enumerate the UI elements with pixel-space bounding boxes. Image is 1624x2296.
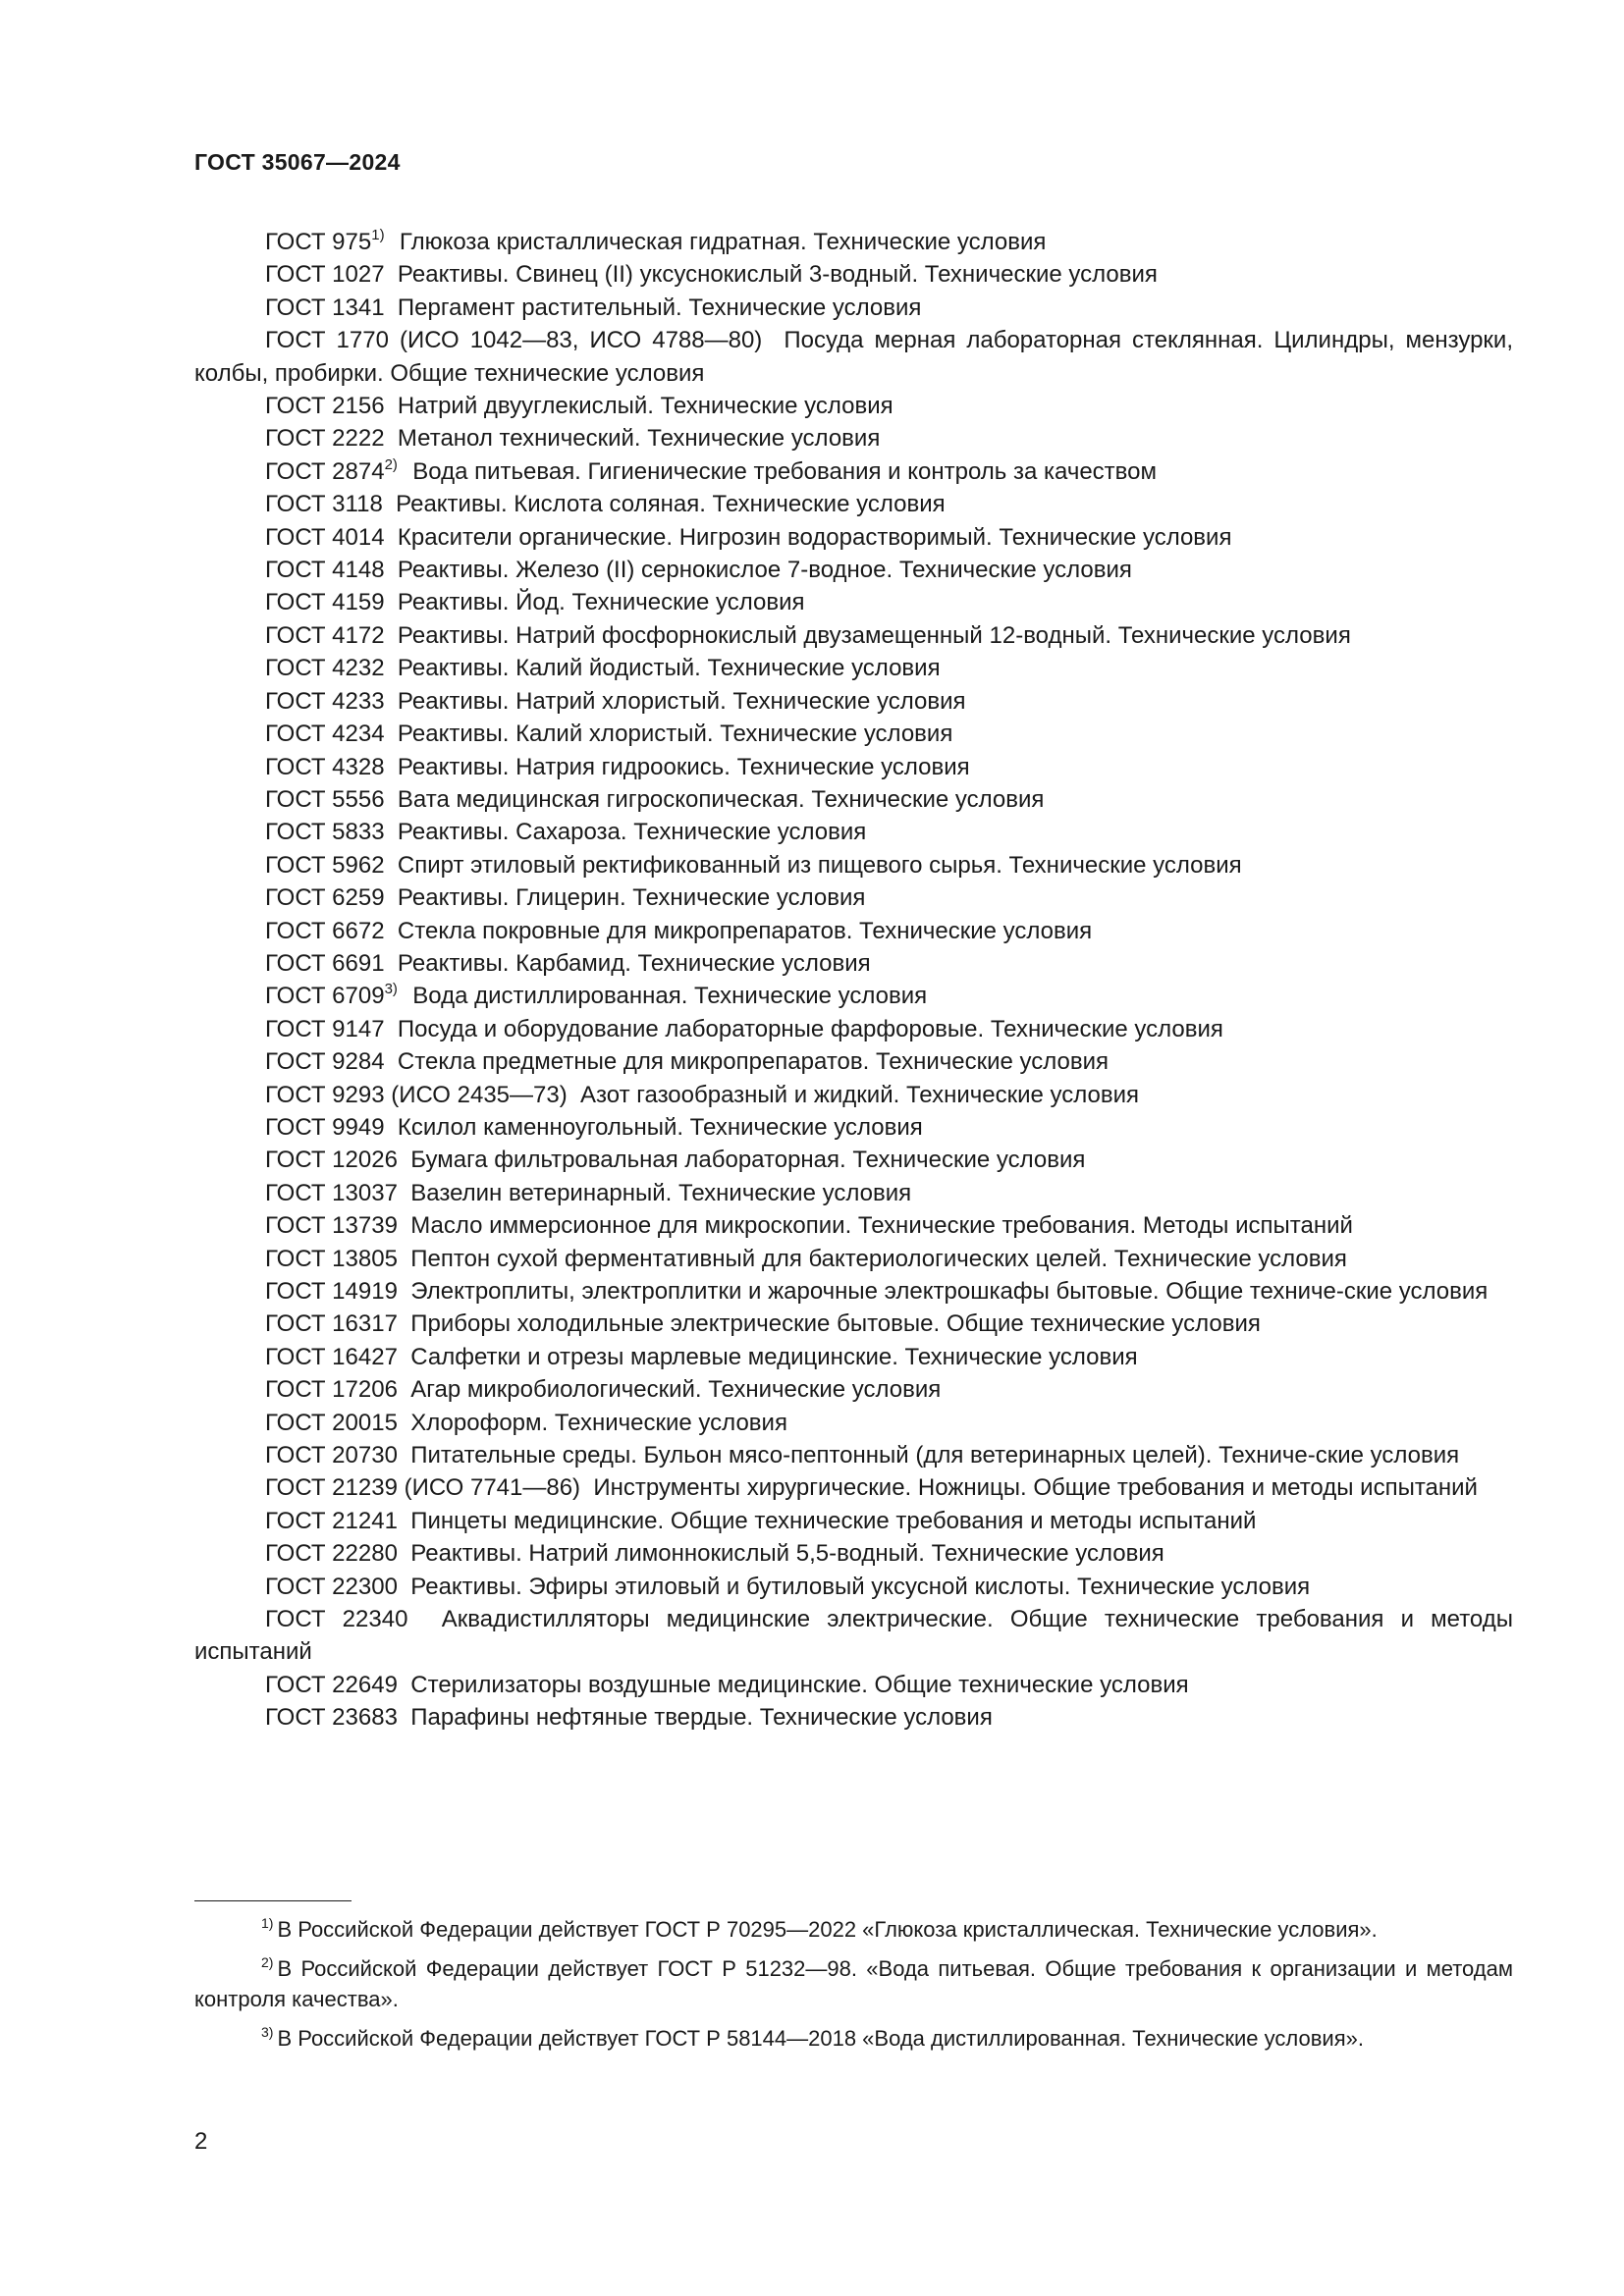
reference-item: [194, 1111, 1513, 1144]
reference-title: Вата медицинская гигроскопическая. Технические условия: [397, 785, 1045, 813]
reference-title: Реактивы. Калий хлористый. Технические условия: [397, 721, 953, 748]
reference-title: Вазелин ветеринарный. Технические условия: [410, 1179, 912, 1206]
reference-title: Реактивы. Карбамид. Технические условия: [397, 949, 871, 977]
footnote-text: В Российской Федерации действует ГОСТ Р 51232—98. «Вода питьевая. Общие требования к организации и методам контроля качества».: [194, 1956, 1513, 2011]
reference-title: Красители органические. Нигрозин водорастворимый. Технические условия: [397, 523, 1232, 551]
reference-title: Бумага фильтровальная лабораторная. Технические условия: [410, 1147, 1086, 1174]
reference-code: ГОСТ 6672: [265, 917, 385, 944]
reference-code: ГОСТ 4014: [265, 523, 385, 551]
reference-title: Пептон сухой ферментативный для бактериологических целей. Технические условия: [410, 1245, 1347, 1272]
reference-code: ГОСТ 9949: [265, 1113, 385, 1141]
reference-code: ГОСТ 6709: [265, 983, 385, 1010]
reference-title: Азот газообразный и жидкий. Технические условия: [580, 1081, 1140, 1108]
reference-item: [194, 1439, 1513, 1471]
reference-code: ГОСТ 4159: [265, 589, 385, 616]
normative-references-list: [194, 226, 1513, 1735]
reference-code: ГОСТ 5833: [265, 819, 385, 846]
reference-title: Реактивы. Кислота соляная. Технические условия: [396, 491, 946, 518]
reference-title: Пергамент растительный. Технические условия: [397, 294, 922, 321]
reference-code: ГОСТ 2222: [265, 425, 385, 453]
reference-code: ГОСТ 9293 (ИСО 2435—73): [265, 1081, 568, 1108]
reference-code: ГОСТ 4233: [265, 687, 385, 715]
reference-item: [194, 783, 1513, 816]
reference-item: [194, 1243, 1513, 1275]
reference-item: [194, 324, 1513, 390]
reference-code: ГОСТ 9147: [265, 1015, 385, 1042]
reference-title: Пинцеты медицинские. Общие технические требования и методы испытаний: [410, 1507, 1257, 1534]
reference-item: [194, 1701, 1513, 1734]
reference-code: ГОСТ 22300: [265, 1573, 398, 1600]
reference-item: [194, 619, 1513, 652]
document-header: ГОСТ 35067—2024: [194, 149, 401, 175]
reference-title: Стекла покровные для микропрепаратов. Технические условия: [397, 917, 1093, 944]
reference-title: Реактивы. Калий йодистый. Технические условия: [397, 655, 941, 682]
footnote-item: [194, 1953, 1513, 2014]
reference-title: Реактивы. Йод. Технические условия: [397, 589, 805, 616]
footnotes: [194, 1914, 1513, 2062]
reference-code: ГОСТ 13805: [265, 1245, 398, 1272]
reference-item: [194, 1471, 1513, 1504]
reference-code: ГОСТ 17206: [265, 1376, 398, 1404]
reference-item: [194, 390, 1513, 422]
reference-item: [194, 586, 1513, 618]
reference-code: ГОСТ 22649: [265, 1671, 398, 1698]
reference-code: ГОСТ 20015: [265, 1409, 398, 1436]
reference-code: ГОСТ 6259: [265, 884, 385, 912]
reference-item: [194, 258, 1513, 291]
reference-title: Агар микробиологический. Технические условия: [410, 1376, 942, 1404]
reference-item: [194, 455, 1513, 488]
reference-item: [194, 751, 1513, 783]
reference-code: ГОСТ 4328: [265, 753, 385, 780]
footnote-mark: 3): [261, 2024, 274, 2040]
reference-code: ГОСТ 4232: [265, 655, 385, 682]
reference-title: Приборы холодильные электрические бытовые. Общие технические условия: [410, 1310, 1261, 1338]
footnote-item: [194, 2023, 1513, 2054]
page-number: 2: [194, 2128, 208, 2155]
reference-title: Натрий двууглекислый. Технические условия: [397, 393, 893, 420]
reference-title: Реактивы. Натрий хлористый. Технические условия: [397, 687, 966, 715]
reference-title: Реактивы. Натрий лимоннокислый 5,5-водный. Технические условия: [410, 1540, 1164, 1568]
reference-code: ГОСТ 2156: [265, 393, 385, 420]
reference-title: Метанол технический. Технические условия: [397, 425, 881, 453]
reference-item: [194, 1275, 1513, 1308]
footnote-marker: 2): [384, 455, 398, 473]
reference-code: ГОСТ 21241: [265, 1507, 398, 1534]
reference-code: ГОСТ 21239 (ИСО 7741—86): [265, 1474, 581, 1502]
reference-title: Питательные среды. Бульон мясо-пептонный (для ветеринарных целей). Техниче-ские условия: [410, 1442, 1460, 1469]
reference-item: [194, 1373, 1513, 1406]
reference-item: [194, 1209, 1513, 1242]
reference-item: [194, 1603, 1513, 1669]
reference-item: [194, 1177, 1513, 1209]
reference-title: Посуда мерная лабораторная стеклянная. Цилиндры, мензурки, колбы, пробирки. Общие технические условия: [194, 327, 1513, 387]
reference-code: ГОСТ 16317: [265, 1310, 398, 1338]
reference-title: Реактивы. Железо (II) сернокислое 7-водное. Технические условия: [397, 557, 1132, 584]
reference-title: Парафины нефтяные твердые. Технические условия: [410, 1704, 993, 1732]
reference-code: ГОСТ 4148: [265, 557, 385, 584]
reference-code: ГОСТ 3118: [265, 491, 383, 518]
reference-code: ГОСТ 14919: [265, 1278, 398, 1305]
reference-item: [194, 980, 1513, 1012]
reference-item: [194, 422, 1513, 454]
reference-title: Стерилизаторы воздушные медицинские. Общие технические условия: [410, 1671, 1189, 1698]
reference-title: Масло иммерсионное для микроскопии. Технические требования. Методы испытаний: [410, 1212, 1353, 1240]
reference-code: ГОСТ 1770 (ИСО 1042—83, ИСО 4788—80): [265, 327, 763, 354]
footnote-text: В Российской Федерации действует ГОСТ Р 70295—2022 «Глюкоза кристаллическая. Технические условия».: [277, 1917, 1378, 1942]
reference-title: Инструменты хирургические. Ножницы. Общие требования и методы испытаний: [593, 1474, 1478, 1502]
reference-item: [194, 292, 1513, 324]
reference-item: [194, 1341, 1513, 1373]
reference-title: Хлороформ. Технические условия: [410, 1409, 787, 1436]
footnote-marker: 1): [371, 227, 385, 243]
reference-item: [194, 1407, 1513, 1439]
reference-title: Аквадистилляторы медицинские электрические. Общие технические требования и методы испытаний: [194, 1606, 1513, 1666]
reference-item: [194, 1308, 1513, 1340]
reference-item: [194, 652, 1513, 684]
reference-item: [194, 881, 1513, 914]
reference-title: Реактивы. Эфиры этиловый и бутиловый уксусной кислоты. Технические условия: [410, 1573, 1311, 1600]
reference-title: Реактивы. Глицерин. Технические условия: [397, 884, 866, 912]
reference-code: ГОСТ 22280: [265, 1540, 398, 1568]
reference-title: Салфетки и отрезы марлевые медицинские. Технические условия: [410, 1343, 1138, 1370]
reference-title: Ксилол каменноугольный. Технические условия: [397, 1113, 923, 1141]
reference-title: Вода дистиллированная. Технические условия: [412, 983, 928, 1010]
reference-title: Реактивы. Сахароза. Технические условия: [397, 819, 867, 846]
reference-item: [194, 816, 1513, 848]
reference-item: [194, 1013, 1513, 1045]
footnote-item: [194, 1914, 1513, 1945]
reference-code: ГОСТ 13037: [265, 1179, 398, 1206]
footnote-text: В Российской Федерации действует ГОСТ Р 58144—2018 «Вода дистиллированная. Технические условия».: [277, 2026, 1364, 2051]
reference-item: [194, 1669, 1513, 1701]
reference-code: ГОСТ 975: [265, 229, 372, 255]
reference-code: ГОСТ 1027: [265, 261, 385, 289]
footnote-mark: 2): [261, 1954, 274, 1970]
reference-item: [194, 226, 1513, 258]
reference-title: Реактивы. Натрия гидроокись. Технические условия: [397, 753, 970, 780]
reference-code: ГОСТ 13739: [265, 1212, 398, 1240]
reference-title: Реактивы. Свинец (II) уксуснокислый 3-водный. Технические условия: [397, 261, 1158, 289]
reference-item: [194, 849, 1513, 881]
reference-title: Вода питьевая. Гигиенические требования и контроль за качеством: [412, 457, 1157, 485]
reference-item: [194, 1505, 1513, 1537]
reference-title: Посуда и оборудование лабораторные фарфоровые. Технические условия: [397, 1015, 1223, 1042]
reference-title: Реактивы. Натрий фосфорнокислый двузамещенный 12-водный. Технические условия: [397, 621, 1351, 649]
reference-item: [194, 1537, 1513, 1570]
reference-code: ГОСТ 2874: [265, 457, 385, 485]
reference-code: ГОСТ 1341: [265, 294, 385, 321]
reference-title: Стекла предметные для микропрепаратов. Технические условия: [397, 1048, 1110, 1076]
reference-code: ГОСТ 6691: [265, 949, 385, 977]
reference-code: ГОСТ 20730: [265, 1442, 398, 1469]
reference-title: Глюкоза кристаллическая гидратная. Технические условия: [399, 229, 1047, 255]
reference-code: ГОСТ 5962: [265, 851, 385, 879]
reference-item: [194, 521, 1513, 554]
reference-item: [194, 488, 1513, 520]
reference-code: ГОСТ 9284: [265, 1048, 385, 1076]
reference-item: [194, 554, 1513, 586]
reference-item: [194, 685, 1513, 718]
reference-code: ГОСТ 16427: [265, 1343, 398, 1370]
reference-title: Электроплиты, электроплитки и жарочные электрошкафы бытовые. Общие техниче-ские условия: [410, 1278, 1489, 1305]
footnote-separator: [194, 1900, 352, 1901]
reference-item: [194, 1144, 1513, 1176]
footnote-mark: 1): [261, 1915, 274, 1931]
reference-code: ГОСТ 5556: [265, 785, 385, 813]
reference-item: [194, 915, 1513, 947]
footnote-marker: 3): [384, 981, 398, 998]
reference-code: ГОСТ 22340: [265, 1606, 408, 1633]
reference-item: [194, 718, 1513, 750]
reference-item: [194, 1571, 1513, 1603]
reference-code: ГОСТ 12026: [265, 1147, 398, 1174]
reference-item: [194, 1045, 1513, 1078]
reference-item: [194, 1079, 1513, 1111]
reference-code: ГОСТ 23683: [265, 1704, 398, 1732]
reference-item: [194, 947, 1513, 980]
reference-code: ГОСТ 4234: [265, 721, 385, 748]
reference-title: Спирт этиловый ректификованный из пищевого сырья. Технические условия: [397, 851, 1242, 879]
reference-code: ГОСТ 4172: [265, 621, 385, 649]
